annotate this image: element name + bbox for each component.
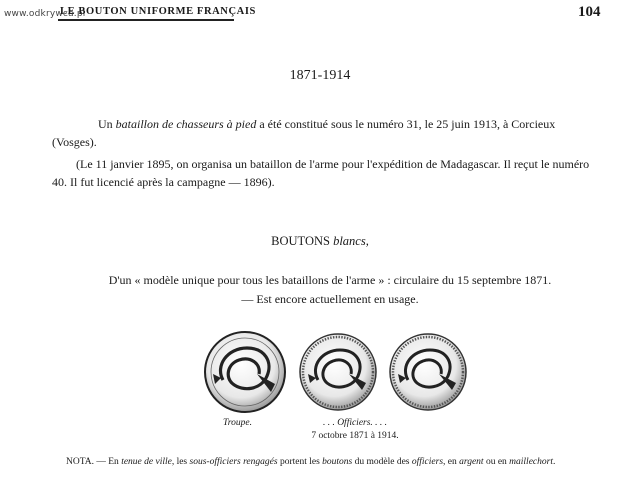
nota-text: , en — [443, 457, 460, 467]
nota-italic: maillechort — [509, 457, 553, 467]
nota-italic: tenue de ville — [121, 457, 172, 467]
section-title-main: BOUTONS — [271, 234, 330, 248]
page-number: 104 — [578, 4, 601, 20]
paragraph-2: (Le 11 janvier 1895, on organisa un bataillon de l'arme pour l'expédition de Madagascar. Il reçut le numéro 40. Il fut licencié après la campagne — 1896). — [52, 157, 590, 189]
header-rule — [58, 19, 234, 21]
button-officier-1 — [300, 334, 376, 410]
nota-text: ou en — [483, 457, 510, 467]
watermark: www.odkrywca.pl — [4, 9, 86, 19]
button-troupe — [205, 332, 285, 412]
para1-text-2: a été constitué sous le numéro 31, le 25 juin 1913, à Corcieux (Vosges). — [52, 117, 556, 149]
button-officier-2 — [390, 334, 466, 410]
caption-troupe: Troupe. — [223, 418, 252, 428]
description-line-1: D'un « modèle unique pour tous les bataillons de l'arme » : circulaire du 15 septembre 1871. — [108, 273, 552, 287]
section-title-italic: blancs, — [333, 234, 369, 248]
paragraph-1 — [52, 115, 592, 151]
nota-text: . — [552, 457, 556, 467]
nota-footnote — [52, 456, 592, 469]
caption-officiers: . . . Officiers. . . . — [322, 418, 388, 428]
caption-dates: 7 octobre 1871 à 1914. — [311, 431, 399, 441]
nota-text: NOTA. — En — [66, 457, 122, 467]
buttons-illustration — [200, 330, 480, 420]
para1-italic: bataillon de chasseurs à pied — [115, 117, 257, 131]
nota-italic: sous-officiers rengagés — [189, 457, 278, 467]
para1-text: Un — [98, 117, 116, 131]
nota-text: , les — [171, 457, 190, 467]
running-head: LE BOUTON UNIFORME FRANÇAIS — [60, 6, 256, 17]
section-title — [0, 234, 640, 249]
description-line-2: — Est encore actuellement en usage. — [241, 292, 419, 306]
nota-italic: argent — [459, 457, 484, 467]
nota-text: du modèle des — [352, 457, 412, 467]
period-heading: 1871-1914 — [289, 68, 351, 83]
nota-text: portent les — [277, 457, 323, 467]
nota-italic: boutons — [322, 457, 353, 467]
nota-italic: officiers — [411, 457, 444, 467]
